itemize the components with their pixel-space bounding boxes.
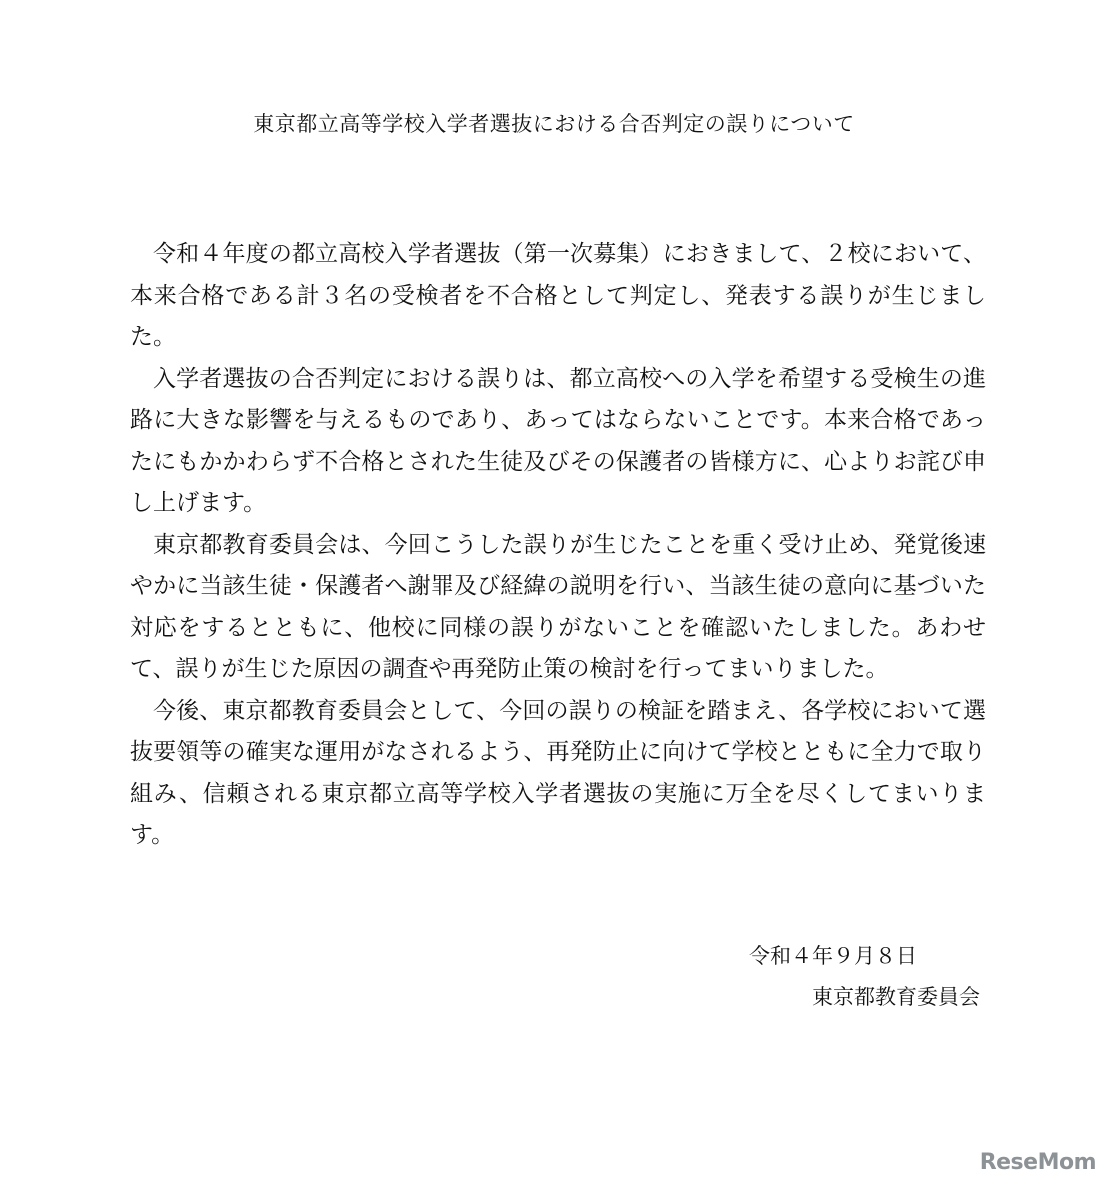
paragraph-1: 令和４年度の都立高校入学者選抜（第一次募集）におきまして、２校において、本来合格である計３名の受検者を不合格として判定し、発表する誤りが生じました。	[130, 241, 986, 350]
issuing-organization: 東京都教育委員会	[812, 985, 980, 1009]
document-title: 東京都立高等学校入学者選抜における合否判定の誤りについて	[253, 112, 855, 136]
paragraph-2: 入学者選抜の合否判定における誤りは、都立高校への入学を希望する受検生の進路に大きな影響を与えるものであり、あってはならないことです。本来合格であったにもかかわらず不合格とされた生徒及びその保護者の皆様方に、心よりお詫び申し上げます。	[130, 365, 987, 516]
signature-block	[749, 936, 980, 1018]
paragraph-4: 今後、東京都教育委員会として、今回の誤りの検証を踏まえ、各学校において選抜要領等の確実な運用がなされるよう、再発防止に向けて学校とともに全力で取り組み、信頼される東京都立高等学校入学者選抜の実施に万全を尽くしてまいります。	[130, 697, 986, 848]
watermark-logo: ReseMom	[979, 1150, 1096, 1175]
paragraph-3: 東京都教育委員会は、今回こうした誤りが生じたことを重く受け止め、発覚後速やかに当該生徒・保護者へ謝罪及び経緯の説明を行い、当該生徒の意向に基づいた対応をするとともに、他校に同様の誤りがないことを確認いたしました。あわせて、誤りが生じた原因の調査や再発防止策の検討を行ってまいりました。	[130, 531, 986, 682]
issue-date: 令和４年９月８日	[749, 944, 917, 968]
document-body	[130, 234, 986, 857]
